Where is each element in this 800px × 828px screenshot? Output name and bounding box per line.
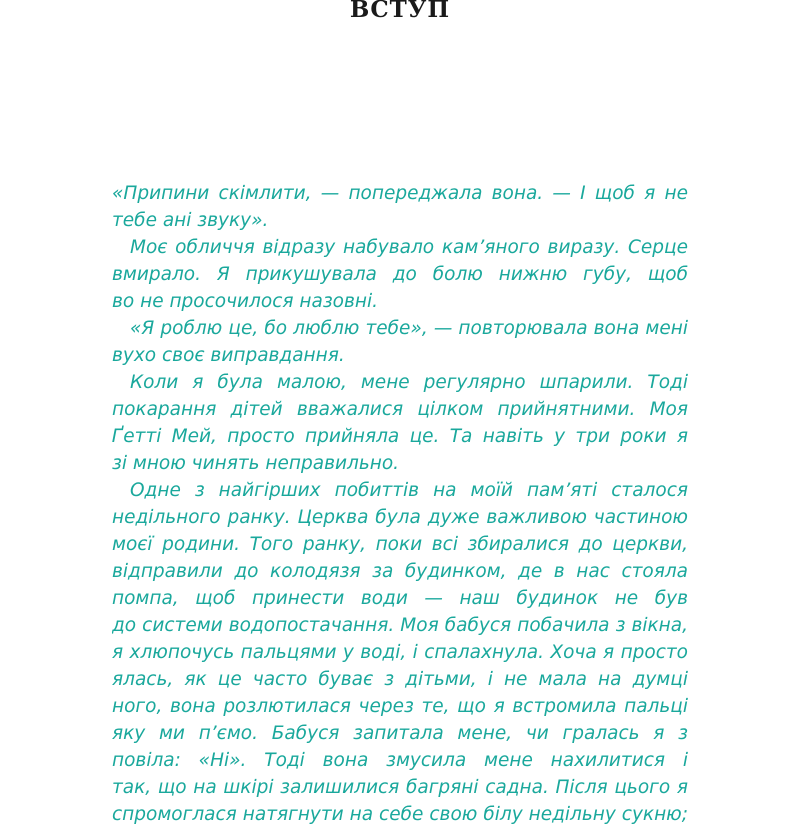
text-line: во не просочилося назовні. <box>112 291 378 312</box>
text-line: Одне з найгірших побиттів на моїй пам’яті сталося <box>130 480 688 501</box>
text-line: Коли я була малою, мене регулярно шпарили. Тоді <box>130 372 688 393</box>
text-line: повіла: «Ні». Тоді вона змусила мене нахилитися і <box>112 750 688 771</box>
text-line: відправили до колодязя за будинком, де в нас стояла <box>112 561 688 582</box>
text-line: спромоглася натягнути на себе свою білу недільну сукню; <box>112 804 688 825</box>
text-line: вмирало. Я прикушувала до болю нижню губу, щоб <box>112 264 688 285</box>
text-line: до системи водопостачання. Моя бабуся побачила з вікна, <box>112 615 688 636</box>
text-line: недільного ранку. Церква була дуже важливою частиною <box>112 507 688 528</box>
text-line: ялась, як це часто буває з дітьми, і не мала на думці <box>112 669 688 690</box>
text-line: «Припини скімлити, — попереджала вона. — І щоб я не <box>112 183 688 204</box>
text-line: зі мною чинять неправильно. <box>112 453 400 474</box>
chapter-title: ВСТУП <box>349 0 451 23</box>
body-text <box>112 180 688 828</box>
text-line: Ґетті Мей, просто прийняла це. Та навіть у три роки я <box>112 426 688 447</box>
text-line: тебе ані звуку». <box>112 210 269 231</box>
text-line: помпа, щоб принести води — наш будинок не був <box>112 588 688 609</box>
text-line: покарання дітей вважалися цілком прийнятними. Моя <box>112 399 688 420</box>
text-line: моєї родини. Того ранку, поки всі збиралися до церкви, <box>112 534 688 555</box>
text-line: яку ми п’ємо. Бабуся запитала мене, чи гралась я з <box>112 723 688 744</box>
text-line: я хлюпочусь пальцями у воді, і спалахнула. Хоча я просто <box>112 642 688 663</box>
text-line: ного, вона розлютилася через те, що я встромила пальці <box>112 696 688 717</box>
text-line: вухо своє виправдання. <box>112 345 345 366</box>
text-line: так, що на шкірі залишилися багряні садна. Після цього я <box>112 777 688 798</box>
text-line: «Я роблю це, бо люблю тебе», — повторювала вона мені <box>130 318 688 339</box>
text-line: Моє обличчя відразу набувало кам’яного виразу. Серце <box>130 237 688 258</box>
